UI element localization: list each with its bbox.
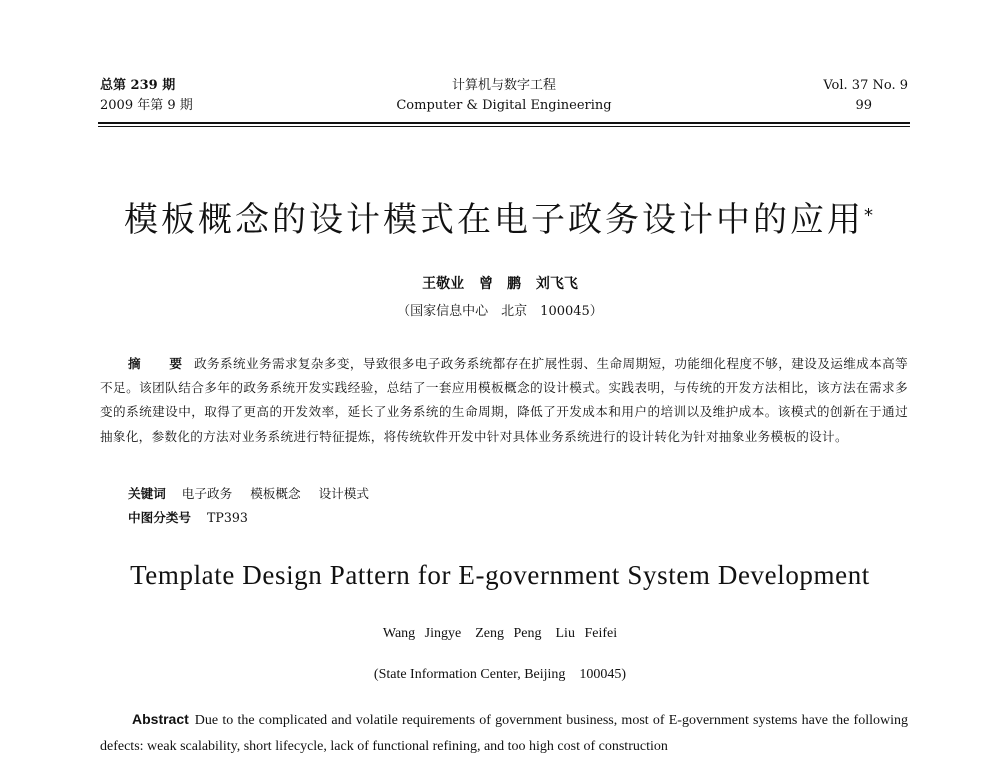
- affiliation-cn: （国家信息中心 北京 100045）: [397, 304, 603, 319]
- issue-total: 总第 239 期: [100, 78, 176, 93]
- authors-cn: [0, 273, 1000, 293]
- journal-name: [100, 76, 908, 116]
- header-rule-thin: [98, 126, 910, 127]
- abstract-cn-label: 摘 要: [128, 356, 191, 371]
- paper-title-cn-text: 模板概念的设计模式在电子政务设计中的应用: [124, 200, 864, 240]
- keyword: 模板概念: [250, 486, 301, 501]
- keyword: 电子政务: [181, 486, 233, 501]
- issue-date: 2009 年第 9 期: [100, 98, 193, 113]
- affiliation-en: (State Information Center, Beijing 100045): [373, 667, 627, 682]
- page-number: 99: [855, 98, 872, 113]
- authors-en: Wang Jingye Zeng Peng Liu Feifei: [382, 626, 618, 641]
- abstract-en-label: Abstract: [132, 711, 189, 727]
- paper-title-cn: [0, 198, 1000, 242]
- abstract-en-text: Due to the complicated and volatile requirements of government business, most of E-government systems have the following defects: weak scalability, short lifecycle, lack of functional refining, and too high cost of construction: [100, 713, 908, 754]
- volume-info: [823, 76, 908, 116]
- abstract-cn-text: 政务系统业务需求复杂多变，导致很多电子政务系统都存在扩展性弱、生命周期短，功能细化程度不够，建设及运维成本高等不足。该团队结合多年的政务系统开发实践经验，总结了一套应用模板概念的设计模式。实践表明，与传统的开发方法相比，该方法在需求多变的系统建设中，取得了更高的开发效率，延长了业务系统的生命周期，降低了开发成本和用户的培训以及维护成本。该模式的创新在于通过抽象化，参数化的方法对业务系统进行特征提炼，将传统软件开发中针对具体业务系统进行的设计转化为针对抽象业务模板的设计。: [100, 356, 909, 444]
- header-rule-thick: [98, 122, 910, 124]
- classification-code: [128, 507, 248, 529]
- paper-title-en: Template Design Pattern for E-government System Development: [130, 560, 870, 590]
- keywords-cn-label: 关键词: [128, 486, 166, 501]
- title-footnote-mark: *: [864, 205, 876, 226]
- abstract-cn: [100, 352, 908, 449]
- keywords-cn: [128, 483, 383, 505]
- classification-label: 中图分类号: [128, 510, 191, 525]
- volume-number: Vol. 37 No. 9: [823, 78, 908, 93]
- author-cn: 王敬业: [422, 276, 465, 292]
- journal-name-cn: 计算机与数字工程: [451, 78, 556, 93]
- author-cn: 曾 鹏: [479, 276, 521, 292]
- journal-header: [100, 76, 908, 120]
- journal-name-en: Computer & Digital Engineering: [396, 98, 612, 113]
- abstract-en: [100, 706, 908, 760]
- keyword: 设计模式: [318, 486, 369, 501]
- classification-value: TP393: [206, 510, 248, 525]
- author-cn: 刘飞飞: [535, 276, 578, 292]
